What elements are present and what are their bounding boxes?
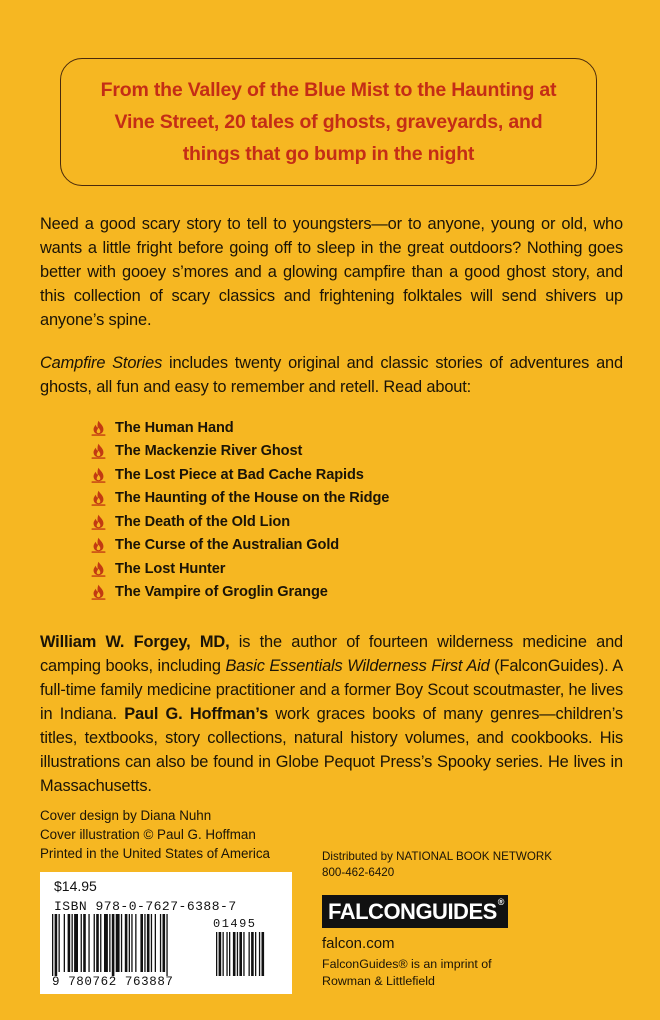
story-title-item [90,487,389,511]
distribution-info [322,849,552,881]
story-title: The Lost Hunter [115,560,226,577]
publisher-website: falcon.com [322,935,395,952]
publisher-info [322,934,492,990]
barcode-bar [96,914,99,972]
addon-barcode-bar [219,932,222,976]
addon-barcode-bar [237,932,238,976]
barcode-bar [68,914,71,972]
barcode-bar [83,914,86,972]
barcode-bar [121,914,122,972]
addon-barcode-bar [233,932,236,976]
flame-icon [90,584,107,600]
isbn: ISBN 978-0-7627-6388-7 [54,899,237,914]
flame-icon [90,467,107,483]
price-addon-code: 01495 [213,917,257,931]
barcode-bar [109,914,110,972]
barcode-bar [88,914,89,972]
price: $14.95 [54,878,97,894]
story-title-item [90,416,389,440]
tagline [101,74,557,170]
addon-barcode-bar [223,932,224,976]
tagline-box [60,58,597,186]
barcode-label [40,872,292,994]
tagline-line-1: From the Valley of the Blue Mist to the Haunting at [100,79,557,101]
flame-icon [90,443,107,459]
story-title-item [90,534,389,558]
barcode-graphic [50,914,284,976]
barcode-bar [59,914,60,972]
story-title-item [90,440,389,464]
imprint-line-1: FalconGuides® is an imprint of [322,957,492,971]
ean-digits: 9 780762 763887 [52,975,174,989]
barcode-bar [151,914,152,972]
flame-icon [90,490,107,506]
story-title-item [90,510,389,534]
barcode-bar [52,914,53,976]
barcode-bar [166,914,167,976]
story-title-item [90,581,389,605]
addon-barcode-bar [216,932,217,976]
imprint-line-2: Rowman & Littlefield [322,974,435,988]
story-title-item [90,557,389,581]
barcode-bar [163,914,166,972]
contents-intro-paragraph [40,351,623,399]
logo-text: FALCONGUIDES [328,899,497,924]
flame-icon [90,514,107,530]
addon-barcode-bar [255,932,256,976]
barcode-bar [140,914,143,972]
story-title-list [90,416,389,604]
barcode-bar [125,914,128,972]
barcode-bar [131,914,132,972]
flame-icon [90,561,107,577]
addon-barcode-bar [226,932,227,976]
story-title: The Curse of the Australian Gold [115,537,340,554]
barcode-bar [129,914,130,972]
barcode-bar [135,914,136,972]
barcode-bar [116,914,120,972]
distributor-line: Distributed by NATIONAL BOOK NETWORK [322,850,552,863]
addon-barcode-bar [239,932,242,976]
story-title: The Lost Piece at Bad Cache Rapids [115,466,364,483]
bio-text-1: is the author of fourteen wilderness medicine and camping books, including [40,633,623,675]
addon-barcode-bar [243,932,244,976]
barcode-bar [155,914,156,972]
bio-text-2: (FalconGuides). A full-time family medicine practitioner and a former Boy Scout scoutmaster, he lives in Indiana. [40,657,623,723]
addon-barcode-bar [259,932,260,976]
story-title: The Mackenzie River Ghost [115,443,303,460]
illustrator-name: Paul G. Hoffman’s [124,705,269,723]
cover-illustration-credit: Cover illustration © Paul G. Hoffman [40,827,256,842]
author-name: William W. Forgey, MD, [40,633,230,651]
barcode-bar [147,914,150,972]
cover-design-credit: Cover design by Diana Nuhn [40,808,212,823]
flame-icon [90,420,107,436]
addon-barcode-bar [249,932,250,976]
barcode-bar [144,914,145,972]
barcode-bar [81,914,82,972]
addon-barcode-bar [251,932,254,976]
contents-intro-text: includes twenty original and classic stories of adventures and ghosts, all fun and easy to remember and retell. Read about: [40,354,623,396]
barcode-bar [160,914,161,972]
book-title: Campfire Stories [40,354,163,372]
cover-credits [40,806,270,863]
addon-barcode-bar [262,932,265,976]
author-bio-paragraph [40,630,623,798]
story-title: The Death of the Old Lion [115,513,291,530]
tagline-line-3: things that go bump in the night [182,143,475,165]
distributor-phone: 800-462-6420 [322,866,395,879]
tagline-line-2: Vine Street, 20 tales of ghosts, graveyards, and [114,111,543,133]
bio-text-3: work graces books of many genres—children’s titles, textbooks, story collections, natural history volumes, and cookbooks. His illustrations can also be found in Globe Pequot Press’s Spooky series. He lives in Massachusetts. [40,705,623,795]
printed-in-line: Printed in the United States of America [40,846,270,861]
story-title: The Vampire of Groglin Grange [115,584,328,601]
story-title-item [90,463,389,487]
addon-barcode-bar [229,932,230,976]
barcode-bar [72,914,73,972]
barcode-bar [74,914,78,972]
falconguides-logo [322,895,508,928]
barcode-bar [104,914,108,972]
logo-registered-mark: ® [497,897,504,907]
story-title: The Human Hand [115,419,234,436]
barcode-bar [112,914,115,976]
flame-icon [90,537,107,553]
author-book-title: Basic Essentials Wilderness First Aid [225,657,490,675]
barcode-bar [55,914,58,976]
barcode-bar [64,914,65,972]
barcode-bar [100,914,101,972]
story-title: The Haunting of the House on the Ridge [115,490,390,507]
barcode-bar [94,914,95,972]
description-paragraph: Need a good scary story to tell to youngsters—or to anyone, young or old, who wants a little fright before going off to sleep in the great outdoors? Nothing goes better with gooey s’mores and a glowing campfire than a good ghost story, and this collection of scary classics and frightening folktales will send shivers up anyone’s spine. [40,215,623,329]
